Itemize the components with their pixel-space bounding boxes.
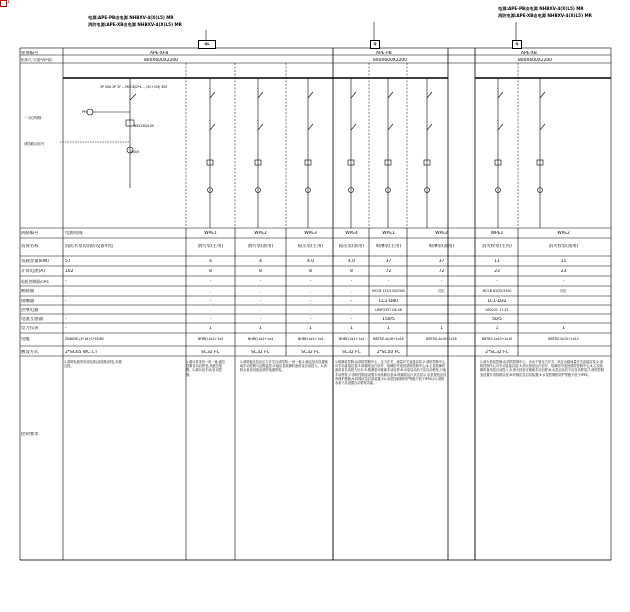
cell-load-1: 消防水泵房消防设备用电 [65,244,114,249]
control-note-5: 1.消火栓泵控制:由消防控制中心、出水干管压力开关、高位水箱流量开关直接启泵;2.消防控制中心可手动直接启泵;3.消火栓泵运行信号、故障信号返回消防控制中心;4.主泵故障时备用泵自动投入;5.消火栓泵可就地手动启停;6.水泵启动后不应自动停泵;7.消防控制室设置专用线路启泵;8.机械应急启泵装置;9.水泵控制柜防护等级不低于IP55。 [480,360,604,377]
row-label-primary-circuit: 一次回路 [24,116,42,121]
cell-brk-8: MCCB 63/32/3300 [482,289,512,293]
cell-cable-3: NHBYJ-4x1+1x4 [247,337,274,341]
cell-load-2: 潜污泵(主用) [197,244,224,249]
branch-contactor-6 [427,124,432,130]
feeder-left-1: 电源:APE-PB由电源 NHBXV-4(X(L5) MR [88,15,174,20]
cell-load-8: 消火栓泵(主用) [482,244,512,249]
cell-load-9: 消火栓泵(备用) [548,244,579,249]
cabinet-no-1: APE-XFB [150,51,169,56]
feeder-left-2: 消防电源:APE-XB由电源 NHBXV-4(X(L5) MR [88,22,182,27]
cell-brk-1: - [65,289,67,293]
cell-circuit-4: WPE3 [304,231,317,236]
row-label-laying: 敷设方式 [21,350,39,355]
cell-circuit-2: WPE1 [204,231,217,236]
cell-meter-7: 1 [440,326,443,331]
cell-circuit-3: WPE2 [254,231,267,236]
cell-con-1: - [65,299,67,304]
row-label-capacity: 负载容量(kW) [21,259,49,264]
meter-label: PM [82,110,87,114]
control-note-3: 1.消防稳压泵由压力开关自动控制,一用一备;2.稳压泵应设置就地手动控制与远程监控;3.稳压泵故障时备用泵自动投入。4.消防水泵房设备由消防电源供电。 [240,360,328,373]
row-label-control: 控制要求 [21,432,39,437]
branch-breaker-8 [540,92,545,98]
cell-cable-6: BBTRZ-4x16+1x16 [373,337,404,341]
cell-circuit-8: WPE1 [490,231,504,236]
branch-contactor-4 [351,124,356,130]
cell-cable-8: BBTRZ-4x10+1x10 [481,337,513,341]
cell-lay-2: SC32 FC [201,350,220,355]
row-label-motor-protector: 电机控制器/CPS [21,279,49,284]
branch-breaker-1 [210,92,215,98]
cell-kw-4: 4.0 [307,259,314,264]
cell-brk-3: - [259,289,262,293]
cell-lay-3: SC32 FC [251,350,270,355]
cell-amp-9: 23 [560,269,567,274]
cell-brk-7: 同左 [438,289,445,293]
cell-cps-9: - [562,279,565,284]
row-label-fire-signal: 消防联动信号 [24,142,45,146]
cell-kw-8: 11 [494,259,500,264]
cell-circuit-9: WPE2 [557,231,570,236]
cabinet-size-2: 800X600X2200 [373,58,407,63]
cell-thr-8: LRD22C 17-25 [485,308,509,312]
cell-thr-6: LR9F5357 D6 S6 [375,308,402,312]
cell-kw-7: 37 [438,259,445,264]
row-label-breaker: 断路器 [21,289,35,294]
cell-lay-6: 2*SC50 FC [376,350,401,355]
cell-load-5: 稳压泵(备用) [338,244,365,249]
cell-amp-8: 23 [494,269,500,274]
cell-ct-2: - [209,317,212,322]
branch-contactor-8 [540,124,545,130]
branch-contactor-2 [258,124,263,130]
cell-meter-2: 1 [209,326,212,331]
cell-thr-5: - [350,308,353,312]
corner-mark [0,0,7,7]
row-label-ammeter: 电力仪表 [21,326,39,331]
cell-amp-3: 8 [259,269,262,274]
cell-circuit-1: 电源进线 [65,231,83,236]
cell-ct-4: - [309,317,312,322]
corner-label: 1 [7,0,10,5]
row-label-current: 计算电流(A) [21,269,45,274]
cell-con-6: LC1-D80 [379,299,398,304]
cell-lay-8: 2*SC32 FC [485,350,509,355]
cell-thr-1: - [65,308,67,312]
control-note-2: 1.潜污泵采用一用一备,液位控制自动启停泵,高液位报警。2.潜污泵手动/自动控制。 [186,360,226,377]
cabinet-no-3: APE-XB [521,51,537,56]
cell-thr-3: - [259,308,262,312]
cell-cable-7: BBTRZ-4x16+1x16 [426,337,457,341]
cell-brk-9: 同左 [560,289,567,293]
incoming-switch [130,94,136,100]
cell-thr-4: - [309,308,312,312]
cell-cable-2: NHBYJ-4x1+1x4 [197,337,224,341]
bus-box-q1: Q [370,40,380,49]
meter-symbol [87,109,93,115]
cell-lay-5: SC32 FC [342,350,361,355]
cell-amp-4: 8 [309,269,312,274]
cell-brk-5: - [350,289,353,293]
cell-amp-6: 72 [385,269,392,274]
ct-ratio-label: 150/5 [130,150,140,154]
branch-breaker-2 [258,92,263,98]
row-label-cabinet-size: 柜体尺寸(宽*深*高) [21,58,53,62]
cell-load-4: 稳压泵(主用) [297,244,324,249]
branch-breaker-4 [351,92,356,98]
cell-kw-9: 11 [560,259,567,264]
branch-contactor-5 [388,124,393,130]
cell-meter-8: 1 [495,326,499,331]
cell-con-8: LC1-D32 [487,299,507,304]
branch-breaker-7 [498,92,503,98]
cell-amp-1: 102 [65,269,74,274]
cell-kw-2: 4 [209,259,212,264]
cabinet-no-2: APE-PB [376,51,392,56]
cell-ct-5: - [350,317,353,322]
branch-breaker-6 [427,92,432,98]
cell-load-6: 喷淋泵(主用) [375,244,402,249]
cell-amp-5: 8 [350,269,353,274]
cell-lay-1: 2*SC65 WC.CT [65,350,98,355]
cell-cable-1: ZNBXVE-(4*16+1*16)RC [65,337,105,341]
cell-con-5: - [350,299,353,304]
cell-kw-1: 57 [65,259,71,264]
row-label-load-name: 负荷名称 [21,244,39,249]
cell-cps-8: - [496,279,498,284]
row-label-cable: 电缆 [21,337,30,342]
cabinet-size-1: 800X600X2200 [144,58,178,63]
control-note-1: 1.消防电源采用双电源(双回路)供电,末端互投。 [64,360,122,369]
bus-box-q2: Q [512,40,522,49]
cell-brk-4: - [309,289,312,293]
cell-cps-4: - [309,279,312,284]
cell-con-2: - [209,299,212,304]
branch-breaker-5 [388,92,393,98]
cell-con-4: - [309,299,312,304]
branch-contactor-1 [210,124,215,130]
row-label-contactor: 接触器 [21,299,35,304]
cell-circuit-6: WPE1 [382,231,395,236]
cell-meter-6: 1 [387,326,390,331]
cell-kw-5: 4.0 [348,259,355,264]
cell-meter-9: 1 [562,326,565,331]
incoming-breaker-label: NSX160/100 [134,124,154,128]
control-note-4: 1.喷淋泵控制:由消防控制中心、压力开关、流量开关直接启泵;2.消防控制中心可手动直接启泵;3.喷淋泵运行信号、故障信号返回消防控制中心;4.主泵故障时备用泵自动投入运行;5.喷淋泵可就地手动启停;6.水泵启动后不应自动停泵,只能手动停泵;7.消防控制室设置专用线路启泵;8.喷淋泵运行状态显示,启泵按钮应具有保护措施;9.机械应急启泵装置;10.水泵控制柜防护等级不低于IP55;11.消防水泵不应设置自动停泵功能。 [335,360,447,386]
row-label-ct: 电流互感器 [21,317,43,322]
cell-ct-1: - [65,317,67,322]
cell-ct-3: - [259,317,262,322]
cell-cable-5: NHBYJ-4x1+1x4 [338,337,365,341]
cell-kw-6: 37 [385,259,392,264]
bus-box-ql: QL [198,40,216,49]
cell-circuit-7: WPE2 [435,231,448,236]
cell-load-7: 喷淋泵(备用) [428,244,455,249]
cell-cps-3: - [259,279,262,284]
cell-kw-3: 4 [259,259,262,264]
cell-ct-6: 150/5 [382,317,395,322]
cell-cps-2: - [209,279,212,284]
cell-meter-1: - [65,326,67,331]
cell-thr-2: - [209,308,212,312]
cell-cps-1: - [65,279,67,284]
cell-meter-3: 1 [259,326,262,331]
cell-con-3: - [259,299,262,304]
cell-amp-2: 8 [209,269,212,274]
cell-cable-4: NHBYJ-4x1+1x4 [297,337,324,341]
cell-cps-7: - [440,279,443,284]
feeder-right-1: 电源:APE-PB由电源 NHBXV-4(X(L5) MR [498,6,584,11]
cell-meter-4: 1 [309,326,312,331]
busbar-annotation: 3P 50A 2P 3F -- MCCB/2*4 -- (3C+CM) 30S [100,85,168,89]
feeder-right-2: 消防电源:APE-XB由电源 NHBXV-4(X(L5) MR [498,13,592,18]
cell-lay-4: SC32 FC [301,350,320,355]
cell-load-3: 潜污泵(备用) [247,244,274,249]
branch-contactor-7 [498,124,503,130]
cell-meter-5: 1 [350,326,353,331]
row-label-thermal-relay: 热继电器 [21,308,39,313]
cell-ct-8: 50/5 [492,317,502,322]
cell-cps-6: - [387,279,390,284]
cell-amp-7: 72 [438,269,445,274]
cell-brk-6: MCCB 125/100/3300 [372,289,405,293]
branch-breaker-3 [308,92,313,98]
row-label-cabinet-no: 柜体编号 [21,51,39,56]
cabinet-size-3: 800X600X2200 [518,58,552,63]
row-label-circuit-no: 回路编号 [21,231,39,236]
cell-brk-2: - [209,289,212,293]
cell-cable-9: BBTRZ-4x10+1x10 [548,337,579,341]
branch-contactor-3 [308,124,313,130]
cell-circuit-5: WPE4 [345,231,358,236]
cell-cps-5: - [350,279,353,284]
